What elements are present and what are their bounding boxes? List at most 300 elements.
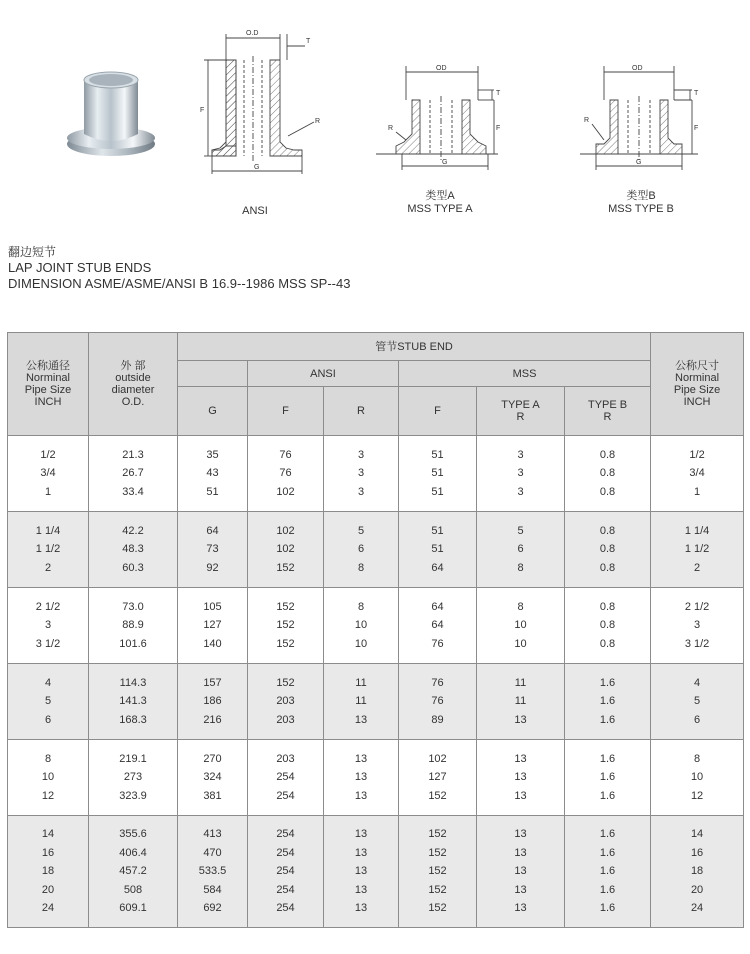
cell-value: 273 [123, 771, 143, 784]
cell-value: 152 [276, 561, 295, 574]
cell-value: 1 1/2 [35, 543, 61, 556]
cell-value: 127 [428, 771, 447, 784]
cell-value: 1 [44, 485, 52, 498]
mss-type-a-caption [395, 190, 485, 216]
cell-r-type-a [477, 512, 565, 588]
cell-value: 1 1/2 [684, 543, 710, 556]
cell-value: 0.8 [599, 524, 616, 537]
cell-value: 13 [514, 902, 527, 915]
cell-value: 2 [694, 561, 701, 574]
cell-f-ansi [248, 816, 324, 928]
cell-value: 76 [279, 448, 292, 461]
mss-b-f-label: F [694, 125, 699, 132]
cell-value: 216 [203, 713, 222, 726]
cell-value: 42.2 [122, 524, 144, 537]
mss-b-t-label: T [694, 90, 699, 97]
cell-value: 0.8 [599, 561, 616, 574]
mss-b-r-label: R [584, 117, 590, 124]
header-nps-cn: 公称通径 [26, 360, 70, 372]
cell-value: 10 [514, 619, 527, 632]
cell-f-ansi [248, 436, 324, 512]
cell-f-mss [399, 816, 477, 928]
cell-value: 64 [431, 600, 444, 613]
cell-value: 157 [203, 676, 222, 689]
header-od-en3: O.D. [121, 396, 145, 408]
header-type-a-r: R [516, 411, 525, 423]
cell-value: 1.6 [599, 789, 616, 802]
cell-value: 1.6 [599, 752, 616, 765]
cell-value: 6 [44, 713, 52, 726]
cell-value: 101.6 [119, 637, 147, 650]
cell-value: 692 [203, 902, 222, 915]
cell-value: 4 [694, 676, 701, 689]
cell-value: 203 [276, 695, 295, 708]
cell-f-mss [399, 664, 477, 740]
cell-value: 102 [276, 543, 295, 556]
cell-value: 8 [517, 600, 524, 613]
cell-value: 13 [514, 828, 527, 841]
heading-dimension-standard: DIMENSION ASME/ASME/ANSI B 16.9--1986 MSS SP--43 [8, 276, 351, 291]
cell-value: 43 [206, 467, 219, 480]
cell-value: 51 [431, 467, 444, 480]
cell-value: 152 [276, 676, 295, 689]
cell-value: 13 [514, 846, 527, 859]
header-nps-en2: Pipe Size [24, 384, 72, 396]
cell-value: 8 [357, 561, 365, 574]
cell-value: 270 [203, 752, 222, 765]
cell-value: 406.4 [119, 846, 147, 859]
mss-type-a-caption-en: MSS TYPE A [407, 203, 473, 215]
cell-value: 3/4 [689, 467, 705, 480]
cell-value: 1.6 [599, 902, 616, 915]
cell-value: 152 [276, 637, 295, 650]
cell-value: 1 1/4 [684, 524, 710, 537]
header-f-mss: F [399, 387, 477, 436]
ansi-drawing [190, 26, 330, 176]
cell-value: 0.8 [599, 485, 616, 498]
cell-nps [8, 512, 89, 588]
cell-value: 533.5 [198, 865, 227, 878]
header-type-a [477, 387, 565, 436]
mss-type-b-caption [596, 190, 686, 216]
cell-value: 10 [41, 771, 55, 784]
cell-value: 105 [203, 600, 222, 613]
cell-value: 2 [44, 561, 52, 574]
cell-nps-right [651, 512, 744, 588]
heading-title: LAP JOINT STUB ENDS [8, 260, 152, 275]
cell-f-mss [399, 436, 477, 512]
cell-value: 2 1/2 [684, 600, 710, 613]
cell-value: 92 [206, 561, 219, 574]
cell-value: 470 [203, 846, 222, 859]
cell-value: 89 [431, 713, 444, 726]
mss-type-b-caption-en: MSS TYPE B [608, 203, 674, 215]
cell-value: 48.3 [122, 543, 144, 556]
cell-value: 457.2 [119, 865, 147, 878]
cell-value: 88.9 [122, 619, 144, 632]
stub-end-photo [66, 66, 166, 166]
cell-value: 8 [694, 752, 701, 765]
header-f-ansi: F [248, 387, 324, 436]
cell-value: 51 [431, 485, 444, 498]
cell-value: 5 [517, 524, 524, 537]
cell-value: 254 [276, 865, 295, 878]
dimension-table [7, 332, 744, 928]
cell-value: 51 [431, 448, 444, 461]
cell-value: 76 [431, 637, 444, 650]
header-od-en2: diameter [111, 384, 155, 396]
cell-g [178, 512, 248, 588]
cell-value: 18 [41, 865, 55, 878]
cell-value: 140 [203, 637, 222, 650]
table-row-group [8, 436, 744, 512]
cell-value: 324 [203, 771, 222, 784]
cell-value: 13 [514, 752, 527, 765]
header-r-ansi: R [324, 387, 399, 436]
cell-value: 3 [357, 467, 365, 480]
cell-value: 2 1/2 [35, 600, 61, 613]
header-nps-en3: INCH [34, 396, 62, 408]
mss-type-b-drawing [570, 60, 710, 172]
cell-g [178, 436, 248, 512]
header-od-en1: outside [115, 372, 151, 384]
cell-value: 64 [431, 619, 444, 632]
cell-value: 13 [514, 771, 527, 784]
cell-value: 13 [354, 713, 368, 726]
cell-r-ansi [324, 664, 399, 740]
cell-value: 0.8 [599, 448, 616, 461]
cell-od [89, 664, 178, 740]
cell-value: 16 [690, 846, 704, 859]
cell-value: 11 [355, 695, 367, 708]
table-row-group [8, 740, 744, 816]
cell-r-type-b [565, 436, 651, 512]
cell-value: 1.6 [599, 676, 616, 689]
cell-value: 10 [354, 619, 368, 632]
cell-value: 152 [428, 883, 447, 896]
mss-a-t-label: T [496, 90, 501, 97]
table-row-group [8, 816, 744, 928]
cell-od [89, 512, 178, 588]
cell-value: 4 [44, 676, 52, 689]
cell-value: 152 [428, 789, 447, 802]
cell-value: 1/2 [40, 448, 56, 461]
mss-b-od-label: OD [632, 65, 643, 72]
header-nps-en1: Norminal [25, 372, 70, 384]
cell-value: 13 [514, 789, 527, 802]
cell-value: 0.8 [599, 543, 616, 556]
cell-g [178, 664, 248, 740]
cell-value: 254 [276, 789, 295, 802]
cell-nps [8, 740, 89, 816]
cell-nps [8, 816, 89, 928]
heading-cn: 翻边短节 [8, 245, 57, 259]
cell-f-mss [399, 512, 477, 588]
cell-value: 64 [431, 561, 444, 574]
cell-nps [8, 664, 89, 740]
cell-value: 186 [203, 695, 222, 708]
cell-value: 3/4 [40, 467, 56, 480]
cell-value: 1.6 [599, 771, 616, 784]
cell-value: 20 [690, 883, 704, 896]
cell-od [89, 816, 178, 928]
cell-r-type-b [565, 740, 651, 816]
cell-value: 102 [276, 485, 295, 498]
cell-value: 33.4 [122, 485, 144, 498]
cell-r-type-b [565, 588, 651, 664]
cell-od [89, 740, 178, 816]
cell-value: 254 [276, 828, 295, 841]
cell-value: 6 [357, 543, 365, 556]
cell-value: 76 [431, 695, 444, 708]
cell-r-ansi [324, 512, 399, 588]
cell-f-ansi [248, 512, 324, 588]
cell-value: 152 [276, 600, 295, 613]
cell-value: 13 [514, 883, 527, 896]
cell-value: 102 [276, 524, 295, 537]
cell-value: 254 [276, 883, 295, 896]
cell-nps-right [651, 436, 744, 512]
cell-value: 10 [514, 637, 527, 650]
cell-value: 8 [357, 600, 365, 613]
cell-value: 18 [690, 865, 704, 878]
cell-value: 51 [431, 524, 444, 537]
cell-value: 3 1/2 [684, 637, 710, 650]
cell-value: 203 [276, 713, 295, 726]
header-od-cn: 外 部 [120, 360, 146, 372]
cell-nps [8, 588, 89, 664]
cell-r-ansi [324, 436, 399, 512]
cell-value: 152 [276, 619, 295, 632]
cell-value: 13 [354, 902, 368, 915]
cell-value: 5 [357, 524, 365, 537]
cell-value: 13 [354, 752, 368, 765]
mss-a-r-label: R [388, 125, 394, 132]
ansi-t-label: T [306, 38, 311, 45]
cell-value: 12 [41, 789, 55, 802]
cell-value: 11 [355, 676, 367, 689]
cell-value: 13 [354, 865, 368, 878]
cell-value: 1.6 [599, 883, 616, 896]
table-body [8, 436, 744, 928]
cell-value: 24 [690, 902, 704, 915]
document-heading [8, 244, 350, 292]
cell-r-type-a [477, 664, 565, 740]
cell-r-ansi [324, 816, 399, 928]
cell-value: 127 [203, 619, 222, 632]
ansi-g-label: G [254, 164, 260, 171]
cell-value: 102 [428, 752, 447, 765]
cell-value: 13 [514, 713, 527, 726]
cell-value: 1 1/4 [35, 524, 61, 537]
cell-r-type-b [565, 512, 651, 588]
ansi-od-label: O.D [246, 30, 259, 37]
cell-value: 1.6 [599, 828, 616, 841]
cell-value: 21.3 [122, 448, 144, 461]
cell-value: 14 [690, 828, 704, 841]
cell-value: 76 [279, 467, 292, 480]
cell-value: 13 [354, 828, 368, 841]
cell-value: 1.6 [599, 865, 616, 878]
cell-r-type-a [477, 588, 565, 664]
cell-value: 3 [357, 448, 365, 461]
cell-value: 355.6 [119, 828, 147, 841]
ansi-f-label: F [200, 107, 205, 114]
cell-g [178, 588, 248, 664]
cell-value: 219.1 [119, 752, 147, 765]
cell-value: 6 [694, 713, 701, 726]
header-type-b [565, 387, 651, 436]
cell-f-ansi [248, 588, 324, 664]
cell-nps-right [651, 740, 744, 816]
cell-value: 1.6 [599, 846, 616, 859]
mss-b-g-label: G [636, 159, 642, 166]
cell-value: 381 [203, 789, 222, 802]
cell-value: 3 [517, 448, 524, 461]
cell-value: 152 [428, 828, 447, 841]
cell-value: 3 [357, 485, 365, 498]
header-type-b-r: R [603, 411, 612, 423]
cell-nps-right [651, 588, 744, 664]
cell-value: 1.6 [599, 713, 616, 726]
cell-nps-right [651, 664, 744, 740]
cell-value: 10 [690, 771, 704, 784]
cell-value: 76 [431, 676, 444, 689]
mss-a-od-label: OD [436, 65, 447, 72]
cell-value: 0.8 [599, 637, 616, 650]
header-mss: MSS [399, 361, 651, 387]
cell-f-ansi [248, 664, 324, 740]
ansi-r-label: R [315, 118, 321, 125]
cell-g [178, 740, 248, 816]
cell-value: 152 [428, 846, 447, 859]
cell-value: 16 [41, 846, 55, 859]
cell-value: 24 [41, 902, 55, 915]
cell-r-ansi [324, 588, 399, 664]
cell-value: 168.3 [119, 713, 147, 726]
cell-value: 3 [694, 619, 701, 632]
cell-value: 11 [514, 676, 527, 689]
mss-a-f-label: F [496, 125, 501, 132]
cell-value: 0.8 [599, 619, 616, 632]
cell-value: 60.3 [122, 561, 144, 574]
header-nps2-en1: Norminal [675, 372, 720, 384]
cell-r-ansi [324, 740, 399, 816]
cell-value: 51 [206, 485, 219, 498]
cell-value: 254 [276, 771, 295, 784]
cell-value: 1.6 [599, 695, 616, 708]
cell-value: 3 [517, 467, 524, 480]
cell-f-mss [399, 740, 477, 816]
cell-value: 5 [694, 695, 701, 708]
cell-value: 73 [206, 543, 219, 556]
cell-value: 3 [44, 619, 52, 632]
cell-value: 51 [431, 543, 444, 556]
header-g: G [178, 387, 248, 436]
header-od [89, 333, 178, 436]
cell-value: 141.3 [119, 695, 147, 708]
header-nps2-en3: INCH [683, 396, 711, 408]
cell-value: 8 [44, 752, 52, 765]
ansi-caption: ANSI [242, 205, 268, 217]
cell-value: 203 [276, 752, 295, 765]
mss-type-b-caption-cn: 类型B [626, 190, 656, 202]
cell-value: 254 [276, 902, 295, 915]
mss-a-g-label: G [442, 159, 448, 166]
cell-nps-right [651, 816, 744, 928]
cell-value: 13 [354, 883, 368, 896]
cell-value: 12 [690, 789, 704, 802]
cell-value: 3 [517, 485, 524, 498]
cell-value: 5 [44, 695, 52, 708]
header-blank [178, 361, 248, 387]
cell-g [178, 816, 248, 928]
cell-value: 8 [517, 561, 524, 574]
cell-value: 254 [276, 846, 295, 859]
cell-value: 3 1/2 [35, 637, 61, 650]
header-stub-end: 管节STUB END [178, 333, 651, 361]
cell-value: 323.9 [119, 789, 147, 802]
cell-od [89, 436, 178, 512]
cell-value: 26.7 [122, 467, 144, 480]
cell-value: 152 [428, 865, 447, 878]
table-row-group [8, 588, 744, 664]
header-nps-right [651, 333, 744, 436]
cell-value: 13 [354, 846, 368, 859]
cell-r-type-a [477, 740, 565, 816]
cell-value: 13 [354, 789, 368, 802]
cell-value: 35 [206, 448, 219, 461]
cell-value: 6 [517, 543, 524, 556]
cell-value: 13 [354, 771, 368, 784]
header-nps2-en2: Pipe Size [673, 384, 721, 396]
cell-r-type-a [477, 436, 565, 512]
cell-f-ansi [248, 740, 324, 816]
cell-value: 609.1 [119, 902, 147, 915]
table-row-group [8, 512, 744, 588]
cell-value: 1 [694, 485, 701, 498]
cell-od [89, 588, 178, 664]
cell-value: 11 [514, 695, 527, 708]
cell-value: 14 [41, 828, 55, 841]
cell-value: 152 [428, 902, 447, 915]
cell-value: 73.0 [122, 600, 144, 613]
mss-type-a-drawing [368, 60, 508, 172]
header-type-a-label: TYPE A [501, 399, 540, 411]
cell-value: 413 [203, 828, 222, 841]
cell-value: 20 [41, 883, 55, 896]
header-ansi: ANSI [248, 361, 399, 387]
cell-value: 13 [514, 865, 527, 878]
header-nps2-cn: 公称尺寸 [675, 360, 720, 372]
cell-r-type-b [565, 664, 651, 740]
cell-value: 114.3 [119, 676, 147, 689]
cell-value: 584 [203, 883, 222, 896]
cell-nps [8, 436, 89, 512]
cell-value: 10 [354, 637, 368, 650]
table-row-group [8, 664, 744, 740]
cell-r-type-a [477, 816, 565, 928]
cell-f-mss [399, 588, 477, 664]
cell-value: 64 [206, 524, 219, 537]
header-type-b-label: TYPE B [587, 399, 628, 411]
cell-value: 0.8 [599, 467, 616, 480]
cell-value: 0.8 [599, 600, 616, 613]
cell-value: 1/2 [689, 448, 705, 461]
cell-r-type-b [565, 816, 651, 928]
header-nps [8, 333, 89, 436]
mss-type-a-caption-cn: 类型A [425, 190, 455, 202]
